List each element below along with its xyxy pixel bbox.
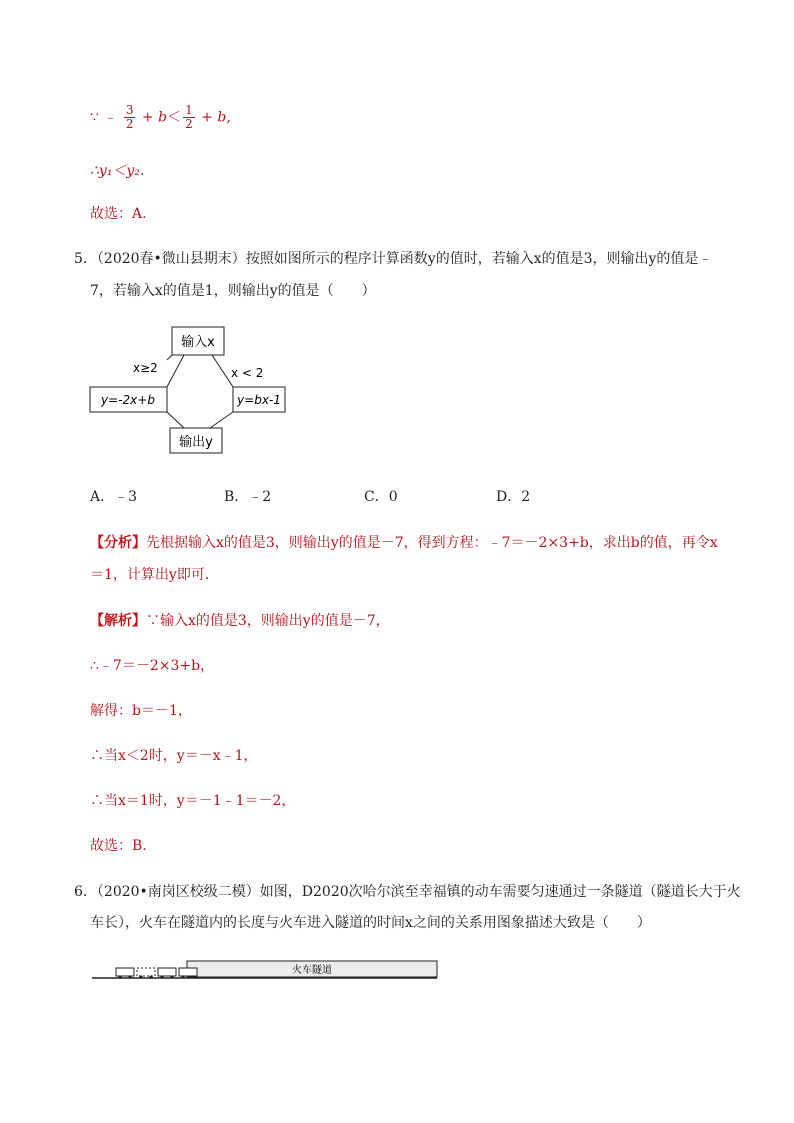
tunnel-label: 火车隧道 xyxy=(292,965,332,976)
prev-frac-line: ∵ ﹣ $\frac{3}{2}$ + b＜ $\frac{1}{2}$ + b, xyxy=(90,103,231,131)
q5-option-b: B．﹣2 xyxy=(224,489,272,505)
right-formula: y=bx-1 xyxy=(237,393,281,407)
train-car-3 xyxy=(158,968,176,976)
left-formula: y=-2x+b xyxy=(101,393,155,407)
fraction-3-2: $\frac{3}{2}$ xyxy=(125,103,134,131)
input-label: 输入x xyxy=(181,335,215,350)
connector-right-output xyxy=(210,412,233,428)
q5-solution-line4: ∴当x＜2时，y＝－x﹣1， xyxy=(90,748,258,764)
q5-flowchart xyxy=(85,320,295,460)
prev-therefore-line: ∴y₁＜y₂. xyxy=(90,163,145,179)
connector xyxy=(167,355,172,360)
prev-answer: 故选：A. xyxy=(90,206,147,222)
q6-line2: 车长），火车在隧道内的长度与火车进入隧道的时间x之间的关系用图象描述大致是（ ） xyxy=(90,915,651,931)
q5-line2: 7，若输入x的值是1，则输出y的值是（ ） xyxy=(90,283,376,299)
because-symbol: ∵ xyxy=(90,109,99,126)
q5-solution-line3: 解得：b＝－1， xyxy=(90,703,192,719)
q5-solution-line5: ∴当x＝1时，y＝－1﹣1＝－2， xyxy=(90,793,296,809)
q5-answer: 故选：B． xyxy=(90,838,157,854)
q5-option-d: D．2 xyxy=(496,489,531,505)
connector-left-output xyxy=(167,412,184,428)
q6-tunnel-figure xyxy=(90,955,445,985)
cond-left: x≥2 xyxy=(133,361,158,375)
q5-analysis: 【分析】先根据输入x的值是3，则输出y的值是－7，得到方程：﹣7＝－2×3+b，求出b的值，再令x xyxy=(90,535,718,551)
q5-line1: 5．（2020春•微山县期末）按照如图所示的程序计算函数y的值时，若输入x的值是3，则输出y的值是﹣ xyxy=(74,251,713,267)
train-car-2 xyxy=(137,968,155,976)
connector-input-left xyxy=(167,355,184,387)
q5-option-c: C．0 xyxy=(364,489,398,505)
q5-solution: 【解析】∵输入x的值是3，则输出y的值是－7， xyxy=(90,613,390,629)
q6-line1: 6．（2020•南岗区校级二模）如图，D2020次哈尔滨至幸福镇的动车需要匀速通过一条隧道（隧道长大于火 xyxy=(74,884,741,900)
output-label: 输出y xyxy=(179,435,213,450)
train-car-1 xyxy=(116,968,134,976)
q5-solution-line2: ∴﹣7＝－2×3+b， xyxy=(90,658,215,674)
connector-input-right xyxy=(212,355,233,387)
q5-analysis-line2: ＝1，计算出y即可． xyxy=(90,567,219,583)
train-car-4 xyxy=(179,968,197,976)
fraction-1-2: $\frac{1}{2}$ xyxy=(185,103,193,131)
q5-option-a: A．﹣3 xyxy=(90,489,138,505)
cond-right: x < 2 xyxy=(231,366,264,380)
